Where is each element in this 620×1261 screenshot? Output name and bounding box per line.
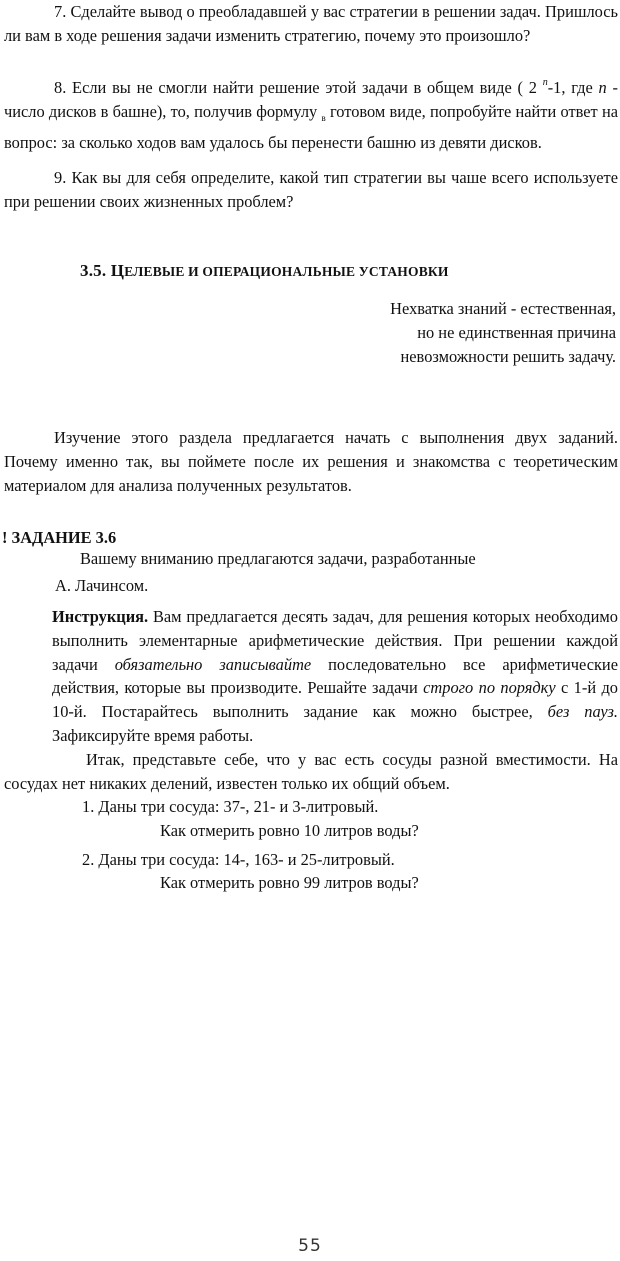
problem-1-given: 1. Даны три сосуда: 37-, 21- и 3-литровый.	[82, 797, 379, 816]
instruction-paragraph: Инструкция. Вам предлагается десять задач, для решения которых необходимо выполнить элементарные арифметические действия. При решении каждой задачи обязательно записывайте последовательно все арифметические действия, которые вы производите. Решайте задачи строго по порядку с 1-й до 10-й. Постарайтесь выполнить задание как можно быстрее, без пауз. Зафиксируйте время работы.	[52, 607, 619, 745]
exponent-n: n	[542, 77, 548, 88]
instruction-label: Инструкция.	[52, 607, 149, 626]
question-7: 7. Сделайте вывод о преобладавшей у вас стратегии в решении задач. Пришлось ли вам в ходе решения задачи изменить стратегию, почему это произошло?	[4, 2, 618, 45]
intro-paragraph: Изучение этого раздела предлагается начать с выполнения двух заданий. Почему именно так, вы поймете после их решения и знакомства с теоретическим материалом для анализа полученных результатов.	[4, 428, 618, 495]
task-line-1: Вашему вниманию предлагаются задачи, разработанные	[80, 549, 476, 568]
problem-1-question: Как отмерить ровно 10 литров воды?	[160, 821, 419, 840]
problem-2-given: 2. Даны три сосуда: 14-, 163- и 25-литровый.	[82, 850, 395, 869]
problem-2-question: Как отмерить ровно 99 литров воды?	[160, 873, 419, 892]
epigraph	[276, 297, 616, 369]
page-number: 55	[298, 1236, 322, 1256]
task-line-2: А. Лачинсом.	[55, 576, 149, 595]
task-title: ! ЗАДАНИЕ 3.6	[2, 528, 117, 547]
epigraph-line: Нехватка знаний - естественная,	[390, 299, 616, 318]
question-9: 9. Как вы для себя определите, какой тип стратегии вы чаше всего используете при решении своих жизненных проблем?	[4, 168, 618, 211]
epigraph-line: невозможности решить задачу.	[400, 347, 616, 366]
question-8: 8. Если вы не смогли найти решение этой задачи в общем виде ( 2 $^n$-1, где n - число дисков в башне), то, получив формулу $_в$ готовом виде, попробуйте найти ответ на вопрос: за сколько ходов вам удалось бы перенести башню из девяти дисков.	[4, 77, 618, 152]
section-title: ЦЕЛЕВЫЕ И ОПЕРАЦИОНАЛЬНЫЕ УСТАНОВКИ	[110, 261, 449, 280]
vessels-intro: Итак, представьте себе, что у вас есть сосуды разной вместимости. На сосудах нет никаких делений, известен только их общий объем.	[4, 750, 618, 793]
variable-n: n	[598, 78, 607, 97]
epigraph-line: но не единственная причина	[417, 323, 616, 342]
section-heading	[80, 261, 449, 281]
subscript-v: в	[321, 112, 326, 123]
section-number: 3.5.	[80, 261, 107, 280]
